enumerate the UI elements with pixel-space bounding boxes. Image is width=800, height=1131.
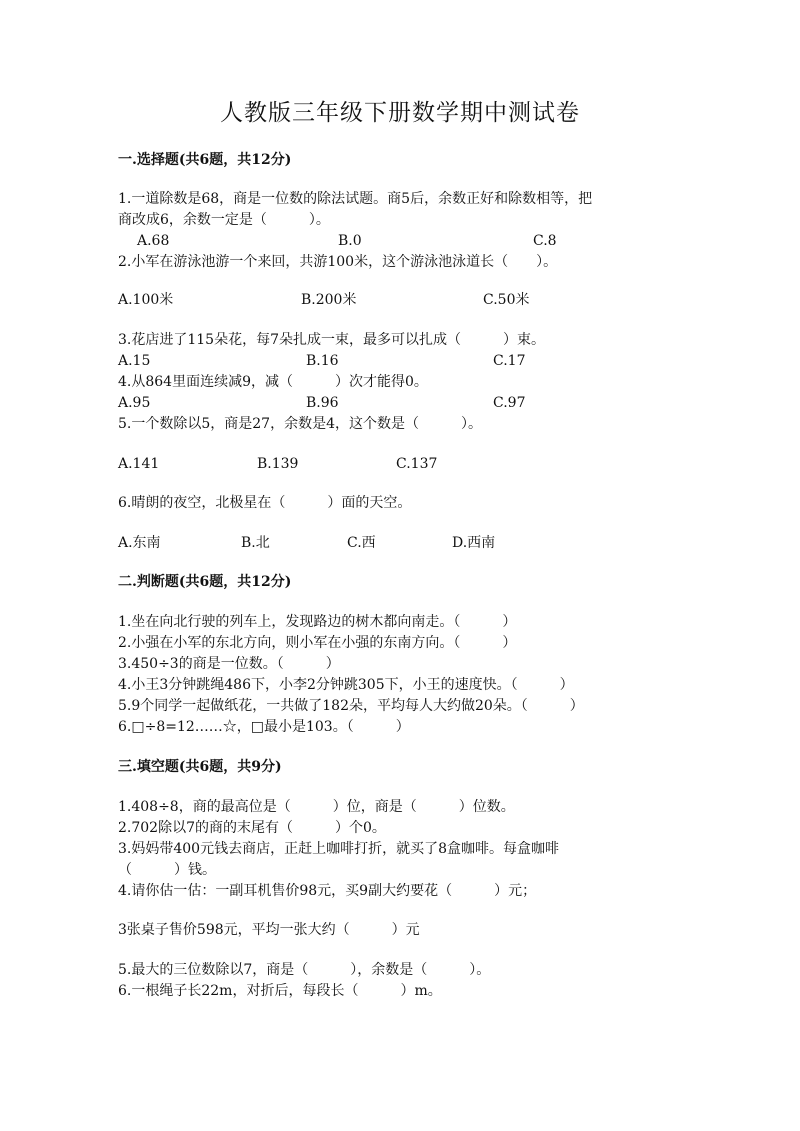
judgment-item: 2.小强在小军的东北方向，则小军在小强的东南方向。（ ） — [118, 635, 517, 651]
section-heading-fill-blank: 三.填空题(共6题，共9分) — [118, 759, 282, 775]
option-c: C.137 — [396, 456, 438, 472]
fill-question-6: 6.一根绳子长22m，对折后，每段长（ ）m。 — [118, 983, 442, 999]
option-a: A.95 — [118, 395, 151, 411]
question-1-5: 5.一个数除以5，商是27，余数是4，这个数是（ ）。 — [118, 416, 482, 432]
option-c: C.17 — [493, 353, 526, 369]
judgment-item: 1.坐在向北行驶的列车上，发现路边的树木都向南走。（ ） — [118, 614, 517, 630]
option-a: A.68 — [137, 233, 170, 249]
question-1-1-line2: 商改成6，余数一定是（ ）。 — [118, 212, 330, 228]
option-b: B.北 — [241, 535, 270, 551]
judgment-item: 6.□÷8=12……☆，□最小是103。（ ） — [118, 719, 410, 735]
question-1-6: 6.晴朗的夜空，北极星在（ ）面的天空。 — [118, 495, 412, 511]
option-b: B.96 — [306, 395, 339, 411]
question-1-3: 3.花店进了115朵花，每7朵扎成一束，最多可以扎成（ ）束。 — [118, 332, 545, 348]
fill-question-4-line1: 4.请你估一估：一副耳机售价98元，买9副大约要花（ ）元； — [118, 883, 537, 899]
option-c: C.97 — [493, 395, 526, 411]
option-a: A.东南 — [118, 535, 161, 551]
option-a: A.141 — [118, 456, 160, 472]
question-1-2: 2.小军在游泳池游一个来回，共游100米，这个游泳池泳道长（ ）。 — [118, 254, 558, 270]
option-b: B.0 — [338, 233, 362, 249]
option-c: C.西 — [347, 535, 376, 551]
fill-question-4-line2: 3张桌子售价598元，平均一张大约（ ）元 — [118, 922, 420, 938]
judgment-item: 3.450÷3的商是一位数。（ ） — [118, 656, 340, 672]
fill-question-5: 5.最大的三位数除以7，商是（ ），余数是（ ）。 — [118, 962, 491, 978]
option-a: A.15 — [118, 353, 151, 369]
fill-question-3-line2: （ ）钱。 — [118, 862, 216, 878]
option-d: D.西南 — [452, 535, 496, 551]
section-heading-judgment: 二.判断题(共6题，共12分) — [118, 574, 292, 590]
option-c: C.8 — [533, 233, 557, 249]
option-a: A.100米 — [118, 292, 174, 308]
page-title: 人教版三年级下册数学期中测试卷 — [220, 100, 580, 126]
option-b: B.200米 — [301, 292, 357, 308]
option-b: B.139 — [257, 456, 299, 472]
fill-question-2: 2.702除以7的商的末尾有（ ）个0。 — [118, 820, 386, 836]
judgment-item: 5.9个同学一起做纸花，一共做了182朵，平均每人大约做20朵。（ ） — [118, 698, 584, 714]
question-1-4: 4.从864里面连续减9，减（ ）次才能得0。 — [118, 374, 428, 390]
fill-question-1: 1.408÷8，商的最高位是（ ）位，商是（ ）位数。 — [118, 799, 515, 815]
question-1-1-line1: 1.一道除数是68，商是一位数的除法试题。商5后，余数正好和除数相等，把 — [118, 191, 593, 207]
fill-question-3-line1: 3.妈妈带400元钱去商店，正赶上咖啡打折，就买了8盒咖啡。每盒咖啡 — [118, 841, 559, 857]
section-heading-choice: 一.选择题(共6题，共12分) — [118, 152, 292, 168]
option-b: B.16 — [306, 353, 339, 369]
option-c: C.50米 — [483, 292, 530, 308]
judgment-item: 4.小王3分钟跳绳486下，小李2分钟跳305下，小王的速度快。（ ） — [118, 677, 574, 693]
